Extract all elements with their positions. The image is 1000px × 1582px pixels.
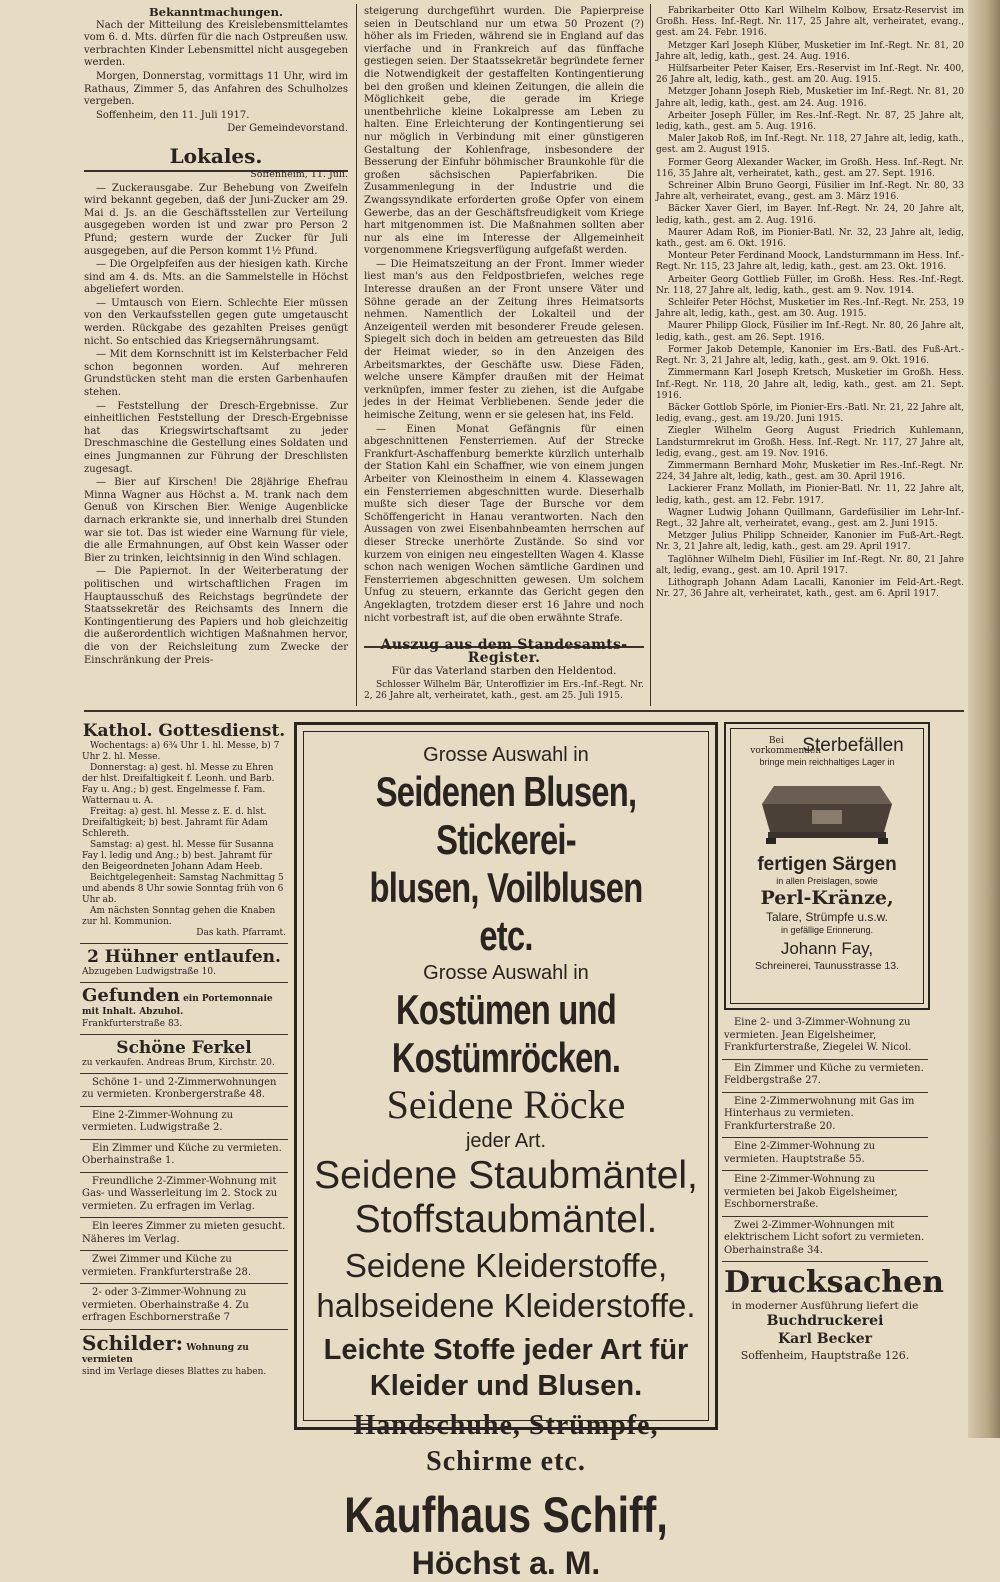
classified-ad: Eine 2-Zimmer-Wohnung zu vermieten bei Jakob Eigelsheimer, Eschbornerstraße. bbox=[722, 1171, 928, 1217]
gottesdienst-title: Kathol. Gottesdienst. bbox=[82, 721, 286, 741]
kaufhaus-line-9b: Kleider und Blusen. bbox=[369, 1370, 643, 1402]
bekanntmachung-2: Morgen, Donnerstag, vormittags 11 Uhr, wird im Rathaus, Zimmer 5, das Anfahren des Schulholzes vergeben. bbox=[84, 70, 348, 108]
left-small-ads bbox=[80, 1074, 288, 1330]
lokales-date: Soffenheim, 11. Juli. bbox=[250, 168, 348, 180]
kaufhaus-line-7b: Stoffstaubmäntel. bbox=[354, 1198, 658, 1241]
heldentod-entry: Maurer Adam Roß, im Pionier-Batl. Nr. 32, 23 Jahre alt, ledig, kath., gest. am 6. Okt. 1916. bbox=[656, 227, 964, 250]
kaufhaus-line-1: Grosse Auswahl in bbox=[423, 744, 589, 766]
heldentod-entry: Former Georg Alexander Wacker, im Großh. Hess. Inf.-Regt. Nr. 116, 35 Jahre alt, verheiratet, kath., gest. am 27. Sept. 1916. bbox=[656, 157, 964, 179]
heldentod-entry: Arbeiter Joseph Füller, im Res.-Inf.-Regt. Nr. 87, 25 Jahre alt, ledig, kath., gest. am 5. Aug. 1916. bbox=[656, 110, 964, 133]
drucksachen-buchdruckerei: Buchdruckerei bbox=[766, 1313, 884, 1329]
gefunden-extra: ein Portemonnaie mit Inhalt. Abzuhol. bbox=[82, 994, 273, 1017]
article-kornschnitt: — Mit dem Kornschnitt ist im Kelsterbacher Feld schon begonnen worden. Auf mehreren Grundstücken steht man die ersten Garbenhaufen stehen. bbox=[84, 349, 348, 399]
heldentod-entry: Maurer Philipp Glock, Füsilier im Inf.-Regt. Nr. 80, 26 Jahre alt, ledig, kath., gest. am 26. Sept. 1916. bbox=[656, 321, 964, 343]
classified-ad: Schöne 1- und 2-Zimmerwohnungen zu vermieten. Kronbergerstraße 48. bbox=[80, 1074, 288, 1107]
gottesdienst-line: Freitag: a) gest. hl. Messe z. E. d. hlst. Dreifaltigkeit; b) best. Jahramt für Adam Schlereth. bbox=[82, 807, 268, 839]
bekanntmachungen-heading: Bekanntmachungen. bbox=[149, 5, 283, 19]
gottesdienst-line: Donnerstag: a) gest. hl. Messe zu Ehren der hlst. Dreifaltigkeit f. Leonh. und Barb. Fay u. Ang.; b) gest. Engelmesse f. Fam. Watternau u. A. bbox=[82, 763, 275, 806]
heldentod-entry: Zimmermann Bernhard Mohr, Musketier im Res.-Inf.-Regt. Nr. 224, 34 Jahre alt, ledig, kath., gest. am 30. April 1916. bbox=[656, 460, 964, 483]
column-3 bbox=[656, 6, 964, 706]
fay-kraenze: Perl-Kränze, bbox=[760, 887, 894, 909]
kaufhaus-line-9a: Leichte Stoffe jeder Art für bbox=[323, 1334, 689, 1366]
drucksachen-becker: Karl Becker bbox=[777, 1331, 873, 1347]
kaufhaus-line-5: Seidene Röcke bbox=[386, 1082, 626, 1127]
lokales-heading: Lokales. bbox=[169, 143, 263, 168]
article-dresch-ergebnisse: — Feststellung der Dresch-Ergebnisse. Zur einheitlichen Feststellung der Dresch-Ergebnisse hat das Kriegswirtschaftsamt zu jeder Dreschmaschine die Gestellung eines Soldaten und eines Jungmannen zur Führung der Dreschlisten zugesagt. bbox=[84, 400, 348, 475]
fay-saerge-sub: in allen Preislagen, sowie bbox=[776, 876, 878, 886]
article-orgelpfeifen: — Die Orgelpfeifen aus der hiesigen kath. Kirche sind am 4. ds. Mts. an die Sammelstelle in Höchst abgeliefert worden. bbox=[84, 259, 348, 296]
kaufhaus-line-4: Kostümen und Kostümröcken. bbox=[391, 986, 621, 1081]
article-fensterriemen: — Einen Monat Gefängnis für einen abgeschnittenen Fensterriemen. Auf der Strecke Frankfurt-Aschaffenburg bemerkte kürzlich unterhalb der Station Kahl ein Schaffner, wie von einem jungen Arbeiter von Kleinostheim in einem 4. Klassewagen ein Fensterriemen abgeschnitten wurde. Dieserhalb mußte sich dieser Tage der Bursche vor dem Schöffengericht in Hanau verantworten. Nach den Aussagen von zwei Eisenbahnbeamten herrschen auf dieser Strecke unerhörte Zustände. So sind vor kurzem von einigen neu eingestellten Wagen 4. Klasse schon nach wenigen Wochen sämtliche Gardinen und Fensterriemen abgeschnitten gewesen. Um solchem Unfug zu steuern, erkannte das Gericht gegen den Angeklagten, trotzdem dieser erst 16 Jahre und noch nicht vorbestraft ist, auf die oben erwähnte Strafe. bbox=[364, 423, 644, 624]
classified-ad: Freundliche 2-Zimmer-Wohnung mit Gas- und Wasserleitung im 2. Stock zu vermieten. Zu erfragen im Verlag. bbox=[80, 1173, 288, 1219]
schilder-subtitle: sind im Verlage dieses Blattes zu haben. bbox=[82, 1366, 267, 1377]
coffin-icon bbox=[752, 774, 902, 846]
huehner-ad bbox=[80, 944, 288, 983]
heldentod-entry: Lackierer Franz Mollath, im Pionier-Batl. Nr. 11, 22 Jahre alt, ledig, kath., gest. am 12. Febr. 1917. bbox=[656, 484, 964, 506]
fay-saerge-ad bbox=[724, 722, 930, 1010]
gefunden-title: Gefunden bbox=[82, 985, 180, 1006]
schilder-title: Schilder: bbox=[82, 1330, 183, 1355]
kaufhaus-inner bbox=[303, 731, 709, 1581]
heldentod-entry: Monteur Peter Ferdinand Moock, Landsturmmann im Hess. Inf.-Regt. Nr. 115, 23 Jahre alt, ledig, kath., gest. am 23. Okt. 1916. bbox=[656, 251, 964, 273]
huehner-subtitle: Abzugeben Ludwigstraße 10. bbox=[82, 967, 216, 977]
section-divider-bottom bbox=[84, 710, 964, 712]
gottesdienst-line: Samstag: a) gest. hl. Messe für Susanna Fay l. ledig und Ang.; b) best. Jahramt für den Beigeordneten Johann Adam Heeb. bbox=[82, 840, 274, 872]
gottesdienst-line: Beichtgelegenheit: Samstag Nachmittag 5 und abends 8 Uhr sowie Sonntag früh von 6 Uhr ab. bbox=[82, 873, 284, 905]
classified-ad: Ein Zimmer und Küche zu vermieten. Feldbergstraße 27. bbox=[722, 1060, 928, 1093]
bekanntmachung-date: Soffenheim, den 11. Juli 1917. bbox=[96, 109, 250, 121]
heldentod-entry: Ziegler Wilhelm Georg August Friedrich Kuhlemann, Landsturmrekrut im Großh. Hess. Inf.-Regt. Nr. 117, 27 Jahre alt, ledig, evang., gest. am 19. Nov. 1916. bbox=[656, 426, 964, 459]
heldentod-entry: Metzger Julius Philipp Schneider, Kanonier im Fuß-Art.-Regt. Nr. 3, 21 Jahre alt, ledig, kath., gest. am 29. April 1917. bbox=[656, 531, 964, 553]
column-1 bbox=[84, 6, 348, 706]
kaufhaus-line-6: jeder Art. bbox=[465, 1130, 547, 1152]
article-papiernot-continued: steigerung durchgeführt wurden. Die Papierpreise seien in Deutschland nur um etwa 50 Prozent (?) höher als im Frieden, während sie in England auf das vierfache und in Frankreich auf das fünffache gestiegen seien. Der Staatssekretär begründete ferner die Notwendigkeit der gestaffelten Kontingentierung bei den großen und kleinen Zeitungen, die allein die Möglichkeit gebe, die gerade im Kriege unentbehrliche kleine Lokalpresse am Leben zu halten. Eine Erleichterung der Kontingentierung sei nur möglich in Verbindung mit einer günstigeren Gestaltung der Kohlenfrage, insbesondere der Besserung der Einfuhr böhmischer Braunkohle für die großen sächsischen Papierfabriken. Die Zusammenlegung in der Industrie und die Zwangssyndikate erforderten große Opfer von einem Gewerbe, das an der Geschäftsfreudigkeit vom Kriege hart mitgenommen ist. Die Maßnahmen sollten aber nur als eine im Interesse der Allgemeinheit vorgenommene Kriegsverfügung aufgefaßt werden. bbox=[364, 6, 644, 257]
kaufhaus-city: Höchst a. M. bbox=[411, 1545, 601, 1581]
heldentod-entry: Schreiner Albin Bruno Georgi, Füsilier im Inf.-Regt. Nr. 80, 33 Jahre alt, verheiratet, evang., gest. am 3. März 1916. bbox=[656, 181, 964, 203]
heldentod-entry-first: Schlosser Wilhelm Bär, Unteroffizier im Ers.-Inf.-Regt. Nr. 2, 26 Jahre alt, verheiratet, kath., gest. am 25. Juli 1915. bbox=[364, 679, 644, 702]
classified-ad: Eine 2- und 3-Zimmer-Wohnung zu vermieten. Jean Eigelsheimer, Frankfurterstraße, Ziegelei W. Nicol. bbox=[722, 1014, 928, 1060]
article-papiernot: — Die Papiernot. In der Weiterberatung der politischen und wirtschaftlichen Fragen im Hauptausschuß des Reichstags begründete der Staatssekretär des Reichsamts des Innern die Kontingentierung des Papiers und hob gleichzeitig die außerordentlich wichtigen Maßnahmen hervor, die von der Reichsleitung zum Zwecke der Einschränkung der Preis- bbox=[84, 566, 348, 666]
standesamt-heading: Auszug aus dem Standesamts-Register. bbox=[380, 637, 628, 666]
kaufhaus-line-3: Grosse Auswahl in bbox=[423, 962, 589, 984]
heldentod-entry: Zimmermann Karl Joseph Kretsch, Musketier im Großh. Hess. Inf.-Regt. Nr. 118, 20 Jahre alt, ledig, kath., gest. am 21. Sept. 1916. bbox=[656, 368, 964, 401]
fay-inner bbox=[730, 728, 924, 1004]
fay-erinnerung: in gefällige Erinnerung. bbox=[780, 925, 874, 935]
bekanntmachung-1: Nach der Mitteilung des Kreislebensmittelamtes vom 6. d. Mts. dürfen für die nach Ostpreußen usw. verbrachten Kinder Lebensmittel nicht ausgegeben werden. bbox=[84, 19, 348, 69]
bekanntmachung-signature: Der Gemeindevorstand. bbox=[227, 123, 348, 135]
kaufhaus-line-8a: Seidene Kleiderstoffe, bbox=[344, 1247, 668, 1284]
drucksachen-title: Drucksachen bbox=[724, 1265, 944, 1300]
kaufhaus-name: Kaufhaus Schiff, bbox=[344, 1487, 668, 1543]
article-heimatszeitung: — Die Heimatszeitung an der Front. Immer wieder liest man's aus den Feldpostbriefen, welches rege Interesse draußen an der Front unsere Väter und Söhne gerade an der Zeitung ihres Heimatsorts nehmen. Namentlich der Lokalteil und der Anzeigenteil werden mit besonderer Freude gelesen. Spiegelt sich doch in beiden am getreuesten das Bild der Heimat wieder, so in den Anzeigen des Arbeitsmarktes, der Geschäfte usw. Diese Fäden, welche unsere Kämpfer draußen mit der Heimat verknüpfen, immer fester zu ziehen, ist die Aufgabe jedes in der Heimat Verbliebenen. Sende jeder die heimische Zeitung, wenn er sie gelesen hat, ins Feld. bbox=[364, 258, 644, 421]
classified-ad: Zwei Zimmer und Küche zu vermieten. Frankfurterstraße 28. bbox=[80, 1251, 288, 1284]
kaufhaus-schiff-ad bbox=[294, 722, 718, 1581]
column-divider-2 bbox=[650, 4, 651, 706]
column-divider-1 bbox=[356, 4, 357, 706]
heldentod-entry: Bäcker Xaver Gierl, im Bayer. Inf.-Regt. Nr. 24, 20 Jahre alt, ledig, kath., gest. am 2. Aug. 1916. bbox=[656, 204, 964, 226]
fay-top bbox=[731, 735, 923, 757]
heldentod-entry: Taglöhner Wilhelm Diehl, Füsilier im Inf.-Regt. Nr. 80, 21 Jahre alt, ledig, evang., gest. am 10. April 1917. bbox=[656, 554, 964, 576]
heldentod-entry: Fabrikarbeiter Otto Karl Wilhelm Kolbow, Ersatz-Reservist im Großh. Hess. Inf.-Regt. Nr. 117, 25 Jahre alt, verheiratet, evang., gest. am 24. Febr. 1916. bbox=[656, 6, 964, 39]
kaufhaus-line-2b: blusen, Voilblusen etc. bbox=[369, 864, 643, 959]
heldentod-entry: Former Jakob Detemple, Kanonier im Ers.-Batl. des Fuß-Art.-Regt. Nr. 3, 21 Jahre alt, ledig, kath., gest. am 9. Okt. 1916. bbox=[656, 344, 964, 367]
right-ads-column bbox=[722, 1014, 944, 1434]
gefunden-subtitle: Frankfurterstraße 83. bbox=[82, 1018, 183, 1029]
article-umtausch-eier: — Umtausch von Eiern. Schlechte Eier müssen von den Verkaufsstellen gegen gute umgetauscht werden. Rückgabe des gezahlten Preises genügt nicht. So entschied das Kriegsernährungsamt. bbox=[84, 297, 348, 347]
ferkel-ad bbox=[80, 1035, 288, 1074]
fay-top-rest: bringe mein reichhaltiges Lager in bbox=[759, 757, 895, 767]
fay-saerge: fertigen Särgen bbox=[757, 854, 897, 875]
fay-address: Schreinerei, Taunusstrasse 13. bbox=[755, 960, 899, 972]
ferkel-title: Schöne Ferkel bbox=[116, 1037, 252, 1058]
gottesdienst-signature: Das kath. Pfarramt. bbox=[196, 928, 286, 938]
left-ads-column bbox=[80, 718, 288, 1434]
fay-name: Johann Fay, bbox=[780, 939, 874, 958]
huehner-title: 2 Hühner entlaufen. bbox=[87, 947, 281, 967]
heldentod-entry: Metzger Johann Joseph Rieb, Musketier im Inf.-Regt. Nr. 81, 20 Jahre alt, ledig, kath., gest. am 24. Aug. 1916. bbox=[656, 87, 964, 109]
gottesdienst-lines bbox=[82, 741, 286, 928]
fay-top-big: Sterbefällen bbox=[802, 735, 904, 756]
ferkel-subtitle: zu verkaufen. Andreas Brum, Kirchstr. 20. bbox=[82, 1057, 275, 1068]
classified-ad: Ein leeres Zimmer zu mieten gesucht. Näheres im Verlag. bbox=[80, 1218, 288, 1251]
classified-ad: 2- oder 3-Zimmer-Wohnung zu vermieten. Oberhainstraße 4. Zu erfragen Eschbornerstraße 7 bbox=[80, 1284, 288, 1330]
heldentod-entry: Arbeiter Georg Gottlieb Füller, im Großh. Hess. Res.-Inf.-Regt. Nr. 118, 27 Jahre alt, ledig, kath., gest. am 9. Nov. 1914. bbox=[656, 274, 964, 296]
heldentod-entry: Bäcker Gottlob Spörle, im Pionier-Ers.-Batl. Nr. 21, 22 Jahre alt, ledig, evang., gest. am 19./20. Juni 1915. bbox=[656, 402, 964, 425]
heldentod-entry: Schleifer Peter Höchst, Musketier im Res.-Inf.-Regt. Nr. 253, 19 Jahre alt, ledig, kath., gest. am 30. Aug. 1915. bbox=[656, 298, 964, 320]
classified-ad: Eine 2-Zimmer-Wohnung zu vermieten. Hauptstraße 55. bbox=[722, 1138, 928, 1171]
article-zuckerausgabe: — Zuckerausgabe. Zur Behebung von Zweifeln wird bekannt gegeben, daß der Juni-Zucker am 29. Mai d. Js. an die Geschäftsstellen zur Verteilung ausgegeben worden ist und zwar pro Person 2 Pfund; gestern wurde der Zucker für Juli ausgegeben, auf die Person kommt 1½ Pfund. bbox=[84, 182, 348, 257]
page-binding-edge bbox=[968, 0, 1000, 1438]
gefunden-ad bbox=[80, 983, 288, 1035]
kaufhaus-line-2a: Seidenen Blusen, Stickerei- bbox=[375, 768, 637, 863]
right-small-ads bbox=[722, 1014, 928, 1262]
classified-ad: Ein Zimmer und Küche zu vermieten. Oberhainstraße 1. bbox=[80, 1140, 288, 1173]
fay-top-small: Bei vorkommenden bbox=[750, 736, 822, 756]
gottesdienst-ad bbox=[80, 718, 288, 944]
kaufhaus-line-10b: Schirme etc. bbox=[426, 1446, 586, 1477]
column-2 bbox=[364, 6, 644, 706]
fay-talare: Talare, Strümpfe u.s.w. bbox=[765, 910, 889, 924]
schilder-ad bbox=[80, 1330, 288, 1382]
heldentod-entry: Hülfsarbeiter Peter Kaiser, Ers.-Reservist im Inf.-Regt. Nr. 400, 26 Jahre alt, ledig, kath., gest. am 20. Aug. 1915. bbox=[656, 64, 964, 86]
kaufhaus-line-10a: Handschuhe, Strümpfe, bbox=[353, 1410, 659, 1441]
heldentod-entry: Maler Jakob Roß, im Inf.-Regt. Nr. 118, 27 Jahre alt, ledig, kath., gest. am 2. August 1915. bbox=[656, 134, 964, 156]
classified-ad: Zwei 2-Zimmer-Wohnungen mit elektrischem Licht sofort zu vermieten. Oberhainstraße 34. bbox=[722, 1217, 928, 1263]
drucksachen-address: Soffenheim, Hauptstraße 126. bbox=[740, 1349, 910, 1362]
classified-ad: Eine 2-Zimmer-Wohnung zu vermieten. Ludwigstraße 2. bbox=[80, 1107, 288, 1140]
drucksachen-ad bbox=[722, 1262, 944, 1367]
standesamt-subheading: Für das Vaterland starben den Heldentod. bbox=[391, 665, 617, 678]
gottesdienst-line: Wochentags: a) 6¾ Uhr 1. hl. Messe, b) 7 Uhr 2. hl. Messe. bbox=[82, 741, 280, 762]
classified-ad: Eine 2-Zimmerwohnung mit Gas im Hinterhaus zu vermieten. Frankfurterstraße 20. bbox=[722, 1093, 928, 1139]
kaufhaus-line-8b: halbseidene Kleiderstoffe. bbox=[316, 1287, 696, 1324]
article-bier-kirschen: — Bier auf Kirschen! Die 28jährige Ehefrau Minna Wagner aus Höchst a. M. trank nach dem Genuß von Kirschen Bier. Wenige Augenblicke darnach erkrankte sie, und innerhalb drei Stunden war sie tot. Das ist wieder eine Warnung für viele, die alle Ermahnungen, auf Obst kein Wasser oder Bier zu trinken, leichtsinnig in den Wind schlagen. bbox=[84, 477, 348, 564]
heldentod-entry: Metzger Karl Joseph Klüber, Musketier im Inf.-Regt. Nr. 81, 20 Jahre alt, ledig, kath., gest. 24. Aug. 1916. bbox=[656, 40, 964, 62]
heldentod-entry: Lithograph Johann Adam Lacalli, Kanonier im Feld-Art.-Regt. Nr. 27, 36 Jahre alt, verheiratet, kath., gest. am 6. April 1917. bbox=[656, 577, 964, 600]
kaufhaus-line-7a: Seidene Staubmäntel, bbox=[314, 1154, 698, 1197]
drucksachen-subtitle: in moderner Ausführung liefert die bbox=[731, 1300, 919, 1312]
schilder-extra: Wohnung zu vermieten bbox=[82, 1342, 249, 1365]
gottesdienst-line: Am nächsten Sonntag gehen die Knaben zur hl. Kommunion. bbox=[82, 906, 276, 927]
heldentod-entry: Wagner Ludwig Johann Quillmann, Gardefüsilier im Lehr-Inf.-Regt., 32 Jahre alt, verheiratet, evang., gest. am 2. Juni 1915. bbox=[656, 507, 964, 529]
